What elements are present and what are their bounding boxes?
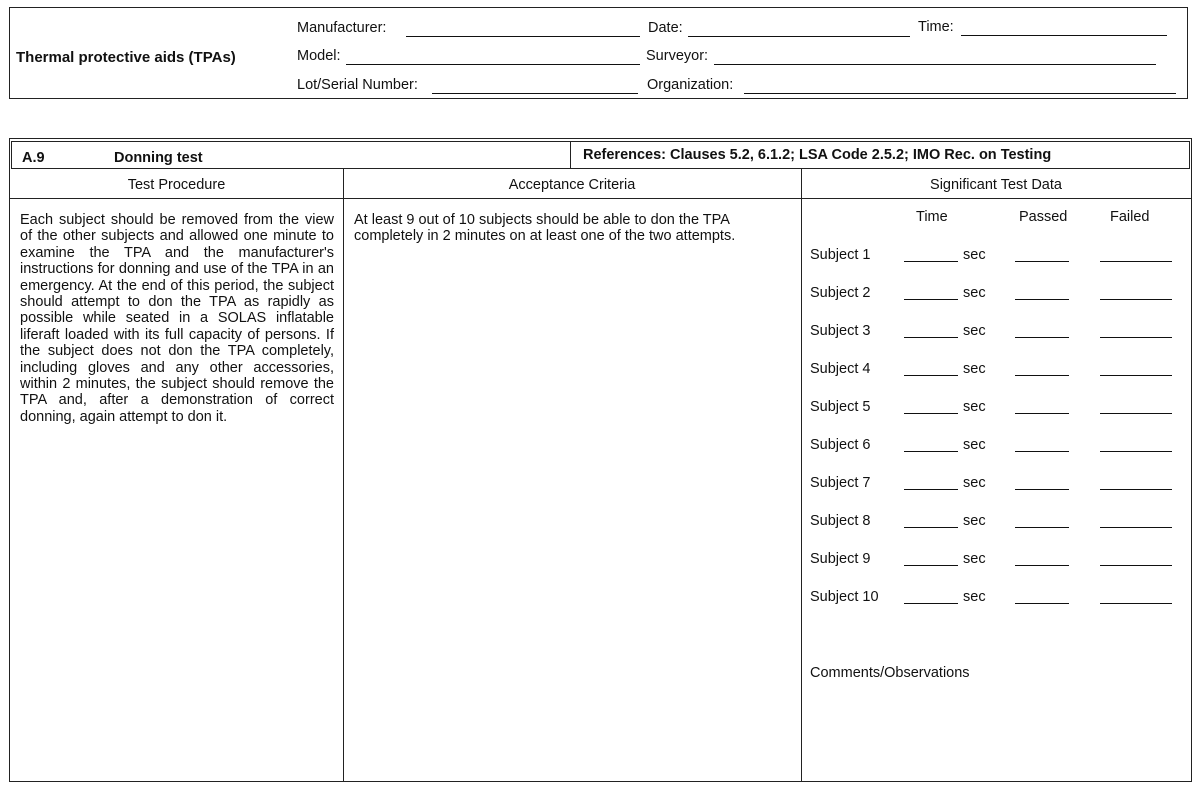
subject-label: Subject 3: [810, 323, 871, 339]
time-blank[interactable]: [904, 565, 958, 566]
date-field[interactable]: [688, 36, 910, 37]
failed-blank[interactable]: [1100, 375, 1172, 376]
section-divider: [570, 141, 571, 169]
failed-blank[interactable]: [1100, 261, 1172, 262]
time-unit: sec: [963, 399, 986, 415]
form-header: [9, 7, 1188, 99]
procedure-text: Each subject should be removed from the view of the other subjects and allowed one minute to examine the TPA and the manufacturer's instructions for donning and use of the TPA in an emergency. At the end of this period, the subject should attempt to don the TPA as rapidly as possible while seated in a SOLAS inflatable liferaft loaded with its full capacity of persons. If the subject does not don the TPA completely, including gloves and any other accessories, within 2 minutes, the subject should remove the TPA and, after a demonstration of correct donning, again attempt to don it.: [20, 212, 334, 425]
procedure-criteria-divider: [343, 169, 344, 781]
time-unit: sec: [963, 285, 986, 301]
surveyor-field[interactable]: [714, 64, 1156, 65]
subject-label: Subject 6: [810, 437, 871, 453]
passed-blank[interactable]: [1015, 413, 1069, 414]
failed-blank[interactable]: [1100, 451, 1172, 452]
time-unit: sec: [963, 589, 986, 605]
time-blank[interactable]: [904, 527, 958, 528]
section-number: A.9: [22, 150, 45, 166]
subject-row: [810, 475, 1190, 495]
subject-label: Subject 9: [810, 551, 871, 567]
time-blank[interactable]: [904, 489, 958, 490]
manufacturer-field[interactable]: [406, 36, 640, 37]
failed-blank[interactable]: [1100, 565, 1172, 566]
passed-blank[interactable]: [1015, 375, 1069, 376]
passed-blank[interactable]: [1015, 451, 1069, 452]
failed-blank[interactable]: [1100, 603, 1172, 604]
organization-field[interactable]: [744, 93, 1176, 94]
subject-row: [810, 361, 1190, 381]
criteria-data-divider: [801, 169, 802, 781]
data-header-time: Time: [916, 209, 948, 225]
subject-row: [810, 285, 1190, 305]
time-blank[interactable]: [904, 261, 958, 262]
time-unit: sec: [963, 513, 986, 529]
time-unit: sec: [963, 247, 986, 263]
subject-label: Subject 4: [810, 361, 871, 377]
time-unit: sec: [963, 437, 986, 453]
time-blank[interactable]: [904, 451, 958, 452]
time-unit: sec: [963, 551, 986, 567]
time-unit: sec: [963, 323, 986, 339]
time-unit: sec: [963, 475, 986, 491]
manufacturer-label: Manufacturer:: [297, 20, 387, 36]
column-header-procedure: Test Procedure: [127, 177, 226, 193]
time-blank[interactable]: [904, 603, 958, 604]
criteria-text: At least 9 out of 10 subjects should be able to don the TPA completely in 2 minutes on at least one of the two attempts.: [354, 212, 736, 245]
subject-label: Subject 2: [810, 285, 871, 301]
column-header-data: Significant Test Data: [930, 177, 1062, 193]
passed-blank[interactable]: [1015, 603, 1069, 604]
time-blank[interactable]: [904, 299, 958, 300]
column-header-divider: [10, 198, 1191, 199]
subject-row: [810, 437, 1190, 457]
surveyor-label: Surveyor:: [646, 48, 709, 64]
passed-blank[interactable]: [1015, 489, 1069, 490]
time-blank[interactable]: [904, 337, 958, 338]
test-table: [9, 138, 1192, 782]
time-label: Time:: [918, 19, 954, 35]
passed-blank[interactable]: [1015, 527, 1069, 528]
subject-label: Subject 1: [810, 247, 871, 263]
passed-blank[interactable]: [1015, 337, 1069, 338]
form-title: Thermal protective aids (TPAs): [16, 49, 236, 66]
column-header-criteria: Acceptance Criteria: [508, 177, 636, 193]
subject-label: Subject 8: [810, 513, 871, 529]
time-unit: sec: [963, 361, 986, 377]
subject-row: [810, 551, 1190, 571]
organization-label: Organization:: [647, 77, 734, 93]
passed-blank[interactable]: [1015, 261, 1069, 262]
subject-row: [810, 323, 1190, 343]
failed-blank[interactable]: [1100, 299, 1172, 300]
section-name: Donning test: [114, 150, 203, 166]
failed-blank[interactable]: [1100, 489, 1172, 490]
time-field[interactable]: [961, 35, 1167, 36]
subject-row: [810, 513, 1190, 533]
data-header-failed: Failed: [1110, 209, 1150, 225]
subject-label: Subject 7: [810, 475, 871, 491]
section-references: References: Clauses 5.2, 6.1.2; LSA Code 2.5.2; IMO Rec. on Testing: [583, 147, 1052, 163]
subject-label: Subject 5: [810, 399, 871, 415]
time-blank[interactable]: [904, 375, 958, 376]
data-header-passed: Passed: [1019, 209, 1068, 225]
subject-row: [810, 247, 1190, 267]
subject-label: Subject 10: [810, 589, 879, 605]
time-blank[interactable]: [904, 413, 958, 414]
failed-blank[interactable]: [1100, 527, 1172, 528]
date-label: Date:: [648, 20, 683, 36]
subject-row: [810, 589, 1190, 609]
subject-row: [810, 399, 1190, 419]
model-field[interactable]: [346, 64, 640, 65]
passed-blank[interactable]: [1015, 565, 1069, 566]
model-label: Model:: [297, 48, 341, 64]
lot-serial-label: Lot/Serial Number:: [297, 77, 418, 93]
passed-blank[interactable]: [1015, 299, 1069, 300]
failed-blank[interactable]: [1100, 413, 1172, 414]
failed-blank[interactable]: [1100, 337, 1172, 338]
comments-label: Comments/Observations: [810, 665, 970, 681]
lot-serial-field[interactable]: [432, 93, 638, 94]
